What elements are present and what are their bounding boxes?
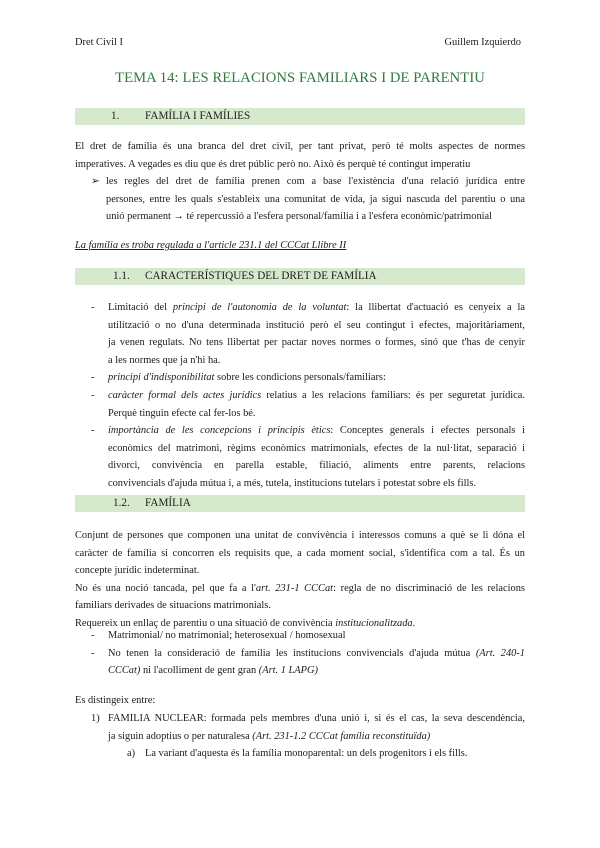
section-1-heading [75,108,525,125]
arrow-bullet-icon: ➢ [91,176,100,187]
section-1-intro [75,138,525,173]
text-line [108,627,525,645]
text-run: Perquè tinguin efecte cal fer-los bé. [108,407,256,419]
text-run: relatius a les relacions familiars: és per seguretat jurídica. [261,389,526,401]
text-line [108,422,525,440]
characteristics-list [75,299,525,493]
text-line [108,299,525,317]
dash-list-item [75,387,525,422]
text-line [108,710,525,728]
text-run: sobre les condicions personals/familiars: [214,372,386,384]
page-title: TEMA 14: LES RELACIONS FAMILIARS I DE PARENTIU [115,70,485,86]
dash-list-item [75,627,525,645]
text-run: : regla de no discriminació de les relacions [333,582,525,594]
text-line [108,317,525,335]
text-run: : la llibertat d'actuació es cenyeix a la [346,302,525,313]
header-course: Dret Civil I [75,37,123,48]
dash-item-body [108,299,525,369]
text-line [108,405,525,423]
text-line [108,457,525,475]
italic-run: CCCat) [108,665,141,677]
italic-run: principi d'indisponibilitat [108,372,215,384]
dash-marker: - [91,302,95,313]
law-reference: La família es troba regulada a l'article 231.1 del CCCat Llibre II [75,240,347,251]
bullet-line: unió permanent → té repercussió a l'esfera personal/familia i a l'esfera econòmic/patrimonial [106,211,493,223]
sub-item-text: La variant d'aquesta és la família monoparental: un dels progenitors i els fills. [145,748,468,759]
italic-run: (Art. 1 LAPG) [258,665,318,677]
distinction-intro: Es distingeix entre: [75,695,156,706]
text-run: Limitació del [108,302,173,313]
italic-run: institucionalitzada [335,617,413,629]
dash-list-item [75,645,525,680]
text-line [108,662,525,680]
dash-item-body [108,422,525,492]
text-run: . [412,617,416,629]
text-line [108,475,525,493]
dash-marker: - [91,389,95,401]
section-1-1-number: 1.1. [113,270,130,282]
dash-list-item [75,369,525,387]
text-run: No és una noció tancada, pel que fa a l' [75,582,256,594]
dash-marker: - [91,425,95,437]
italic-run: (Art. 231-1.2 CCCat família reconstituïda) [252,730,431,742]
text-line [75,597,525,615]
text-run: Requereix un enllaç de parentiu o una situació de convivència [75,617,336,629]
dash-marker: - [91,647,95,659]
text-run: Conjunt de persones que componen una unitat de convivència i interessos comuns a què se li dóna el [75,530,525,541]
italic-run: (Art. 240-1 [475,647,525,659]
bullet-line: les regles del dret de família prenen com a base l'existència d'una relació jurídica entre [106,176,525,187]
bullet-line: persones, entre les quals s'estableix una comunitat de vida, ja sigui nascuda del parentiu o una [106,193,525,205]
section-1-1-title: CARACTERÍSTIQUES DEL DRET DE FAMÍLIA [145,270,377,282]
dash-list-item [75,422,525,492]
numbered-body [108,710,525,745]
text-line [108,728,525,746]
text-run: caràcter de família si concorren els requisits que, a cada moment social, s'identifica com a tal. És un [75,547,525,559]
text-run: ja siguin adoptius o per naturalesa [108,730,253,742]
section-1-1-heading [75,268,525,285]
dash-item-body [108,627,525,645]
text-line [108,334,525,352]
dash-list-item [75,299,525,369]
family-types-list [75,627,525,680]
dash-item-body [108,369,525,387]
text-line [75,580,525,598]
section-1-2-heading [75,495,525,512]
text-line [108,352,525,370]
dash-item-body [108,387,525,422]
text-run: convivencials d'ajuda mútua i, a més, tutela, institucions tutelars i potestat sobre els fills. [108,477,477,489]
text-line [75,562,525,580]
text-line [108,440,525,458]
family-definition [75,527,525,633]
text-run: divorci, convivència en parella estable, filiació, aliments entre parents, relacions [108,460,525,472]
header-author: Guillem Izquierdo [444,37,521,48]
text-line [108,387,525,405]
italic-run: art. 231-1 CCCat [255,582,334,594]
text-run: FAMILIA NUCLEAR: formada pels membres d'una unió i, si és el cas, la seva descendència, [108,713,525,724]
text-run: a les normes que ja n'hi ha. [108,354,221,366]
text-line [108,645,525,663]
dash-item-body [108,645,525,680]
text-run: familiars derivades de situacions matrimonials. [75,600,271,612]
italic-run: importància de les concepcions i principis ètics [108,425,331,437]
italic-run: principi de l'autonomia de la voluntat [172,302,347,313]
intro-line: imperatives. A vegades es diu que és dret públic però no. Això és perquè té contingut imperatiu [75,158,471,170]
text-line [75,545,525,563]
dash-marker: - [91,630,95,641]
section-1-2-number: 1.2. [113,497,130,509]
italic-run: caràcter formal dels actes jurídics [108,389,262,401]
numbered-marker: 1) [91,713,100,724]
text-run: ni l'acolliment de gent gran [140,665,259,677]
sub-item-marker: a) [127,748,136,759]
section-1-number: 1. [111,110,120,122]
text-run: : Conceptes generals i efectes personals i [330,425,525,437]
text-run: utilització o no d'una determinada institució però el seu contingut i efectes, majoritàriament, [108,319,525,331]
intro-line: El dret de família és una branca del dret civil, per tant privat, però té molts aspectes de normes [75,141,525,152]
section-1-2-title: FAMÍLIA [145,497,191,509]
section-1-title: FAMÍLIA I FAMÍLIES [145,110,251,122]
text-run: concepte jurídic indeterminat. [75,565,200,577]
text-line [75,527,525,545]
text-run: Matrimonial/ no matrimonial; heterosexual / homosexual [108,630,346,641]
text-line [108,369,525,387]
text-run: No tenen la consideració de família les institucions convivencials d'ajuda mútua [108,647,476,659]
dash-marker: - [91,372,95,384]
text-run: ja venen regulats. No tens llibertat per pactar noves normes o formes, sinó que t'has de cenyir [108,337,525,349]
text-run: econòmics del matrimoni, règims econòmics matrimonials, efectes de la nul·litat, separació i [108,442,525,454]
